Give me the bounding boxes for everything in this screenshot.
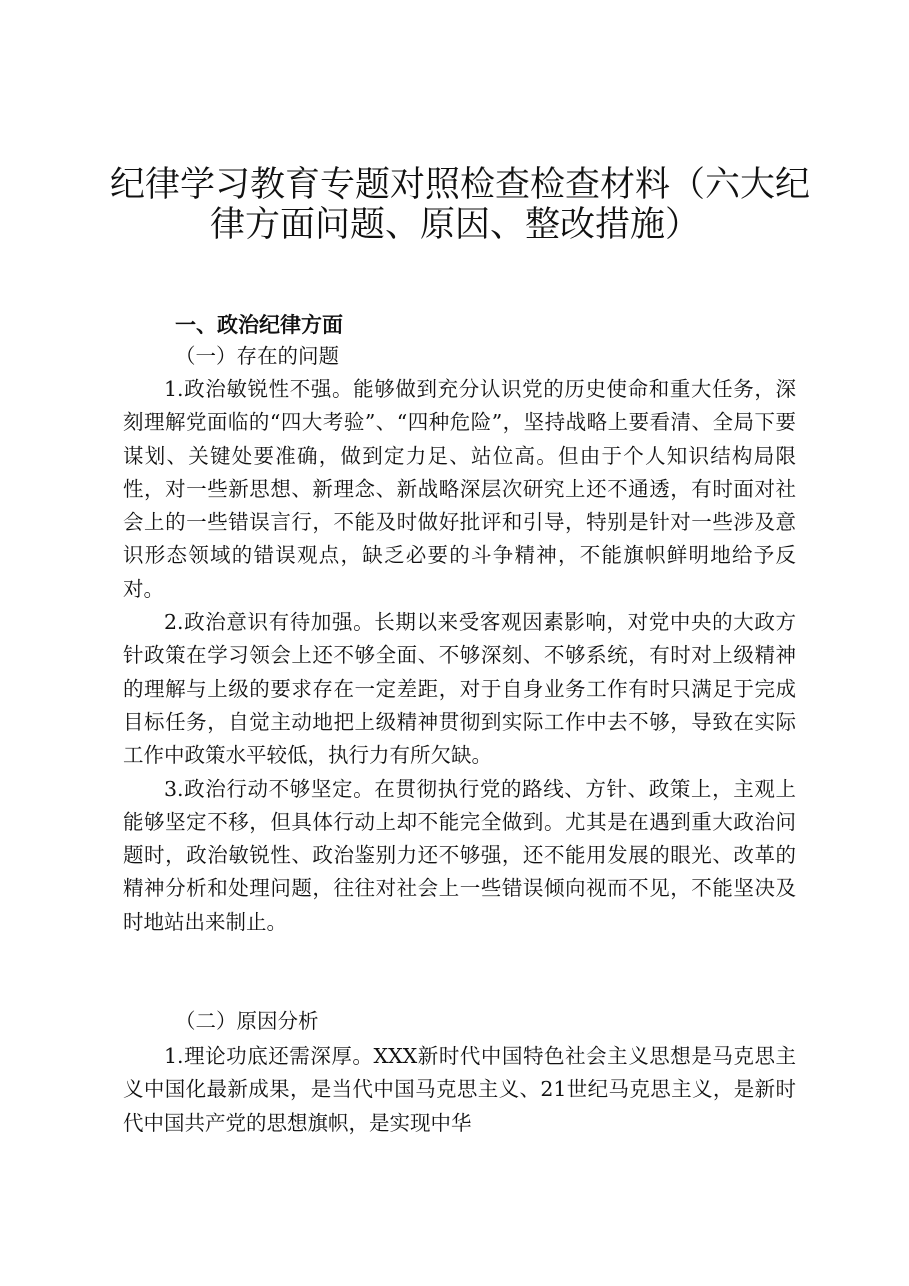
subsection-heading-causes: （二）原因分析 bbox=[175, 1009, 319, 1033]
section-heading-political-discipline: 一、政治纪律方面 bbox=[175, 313, 343, 337]
problems-list bbox=[123, 373, 796, 939]
document-title-line-1: 纪律学习教育专题对照检查检查材料（六大纪 bbox=[110, 165, 811, 205]
causes-list bbox=[123, 1040, 796, 1140]
problem-paragraph-3: 3.政治行动不够坚定。在贯彻执行党的路线、方针、政策上，主观上能够坚定不移，但具体行动上却不能完全做到。尤其是在遇到重大政治问题时，政治敏锐性、政治鉴别力还不够强，还不能用发展的眼光、改革的精神分析和处理问题，往往对社会上一些错误倾向视而不见，不能坚决及时地站出来制止。 bbox=[123, 776, 796, 934]
document-title-line-2: 律方面问题、原因、整改措施） bbox=[209, 205, 700, 245]
problem-paragraph-2: 2.政治意识有待加强。长期以来受客观因素影响，对党中央的大政方针政策在学习领会上还不够全面、不够深刻、不够系统，有时对上级精神的理解与上级的要求存在一定差距，对于自身业务工作有时只满足于完成目标任务，自觉主动地把上级精神贯彻到实际工作中去不够，导致在实际工作中政策水平较低，执行力有所欠缺。 bbox=[123, 610, 796, 768]
subsection-heading-problems: （一）存在的问题 bbox=[175, 344, 339, 368]
problem-paragraph-1: 1.政治敏锐性不强。能够做到充分认识党的历史使命和重大任务，深刻理解党面临的“四大考验”、“四种危险”，坚持战略上要看清、全局下要谋划、关键处要准确，做到定力足、站位高。但由于个人知识结构局限性，对一些新思想、新理念、新战略深层次研究上还不通透，有时面对社会上的一些错误言行，不能及时做好批评和引导，特别是针对一些涉及意识形态领域的错误观点，缺乏必要的斗争精神，不能旗帜鲜明地给予反对。 bbox=[123, 377, 796, 601]
cause-paragraph-1: 1.理论功底还需深厚。XXX新时代中国特色社会主义思想是马克思主义中国化最新成果，是当代中国马克思主义、21世纪马克思主义，是新时代中国共产党的思想旗帜，是实现中华 bbox=[123, 1044, 796, 1135]
